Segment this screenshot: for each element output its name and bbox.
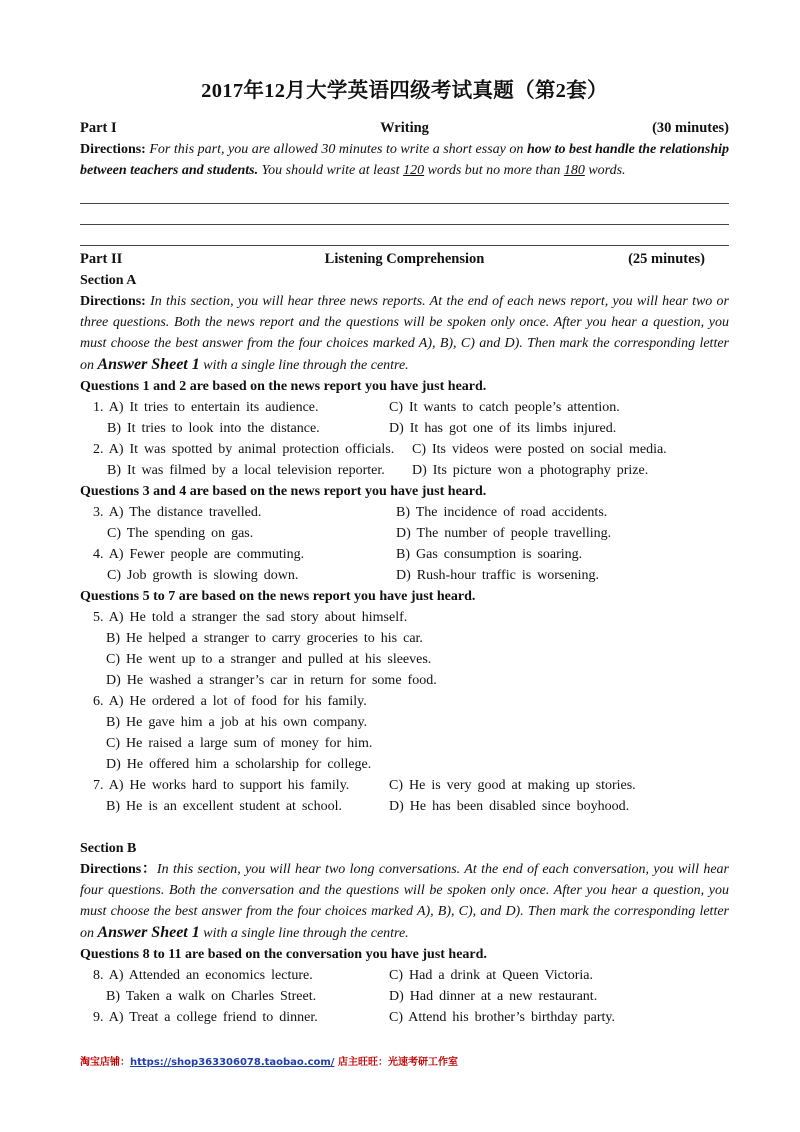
option-9a: 9. A) Treat a college friend to dinner. <box>93 1010 318 1025</box>
essay-topic: how to best handle the relationship between teachers and students. <box>80 142 729 178</box>
option-5c: C) He went up to a stranger and pulled at his sleeves. <box>106 652 432 667</box>
part2-name: Listening Comprehension <box>324 251 485 267</box>
question-2-row1 <box>80 439 729 460</box>
max-words: 180 <box>563 163 585 178</box>
option-4a: 4. A) Fewer people are commuting. <box>93 547 305 562</box>
section-a-directions <box>80 291 729 376</box>
question-3-row2 <box>80 523 729 544</box>
option-6a: 6. A) He ordered a lot of food for his family. <box>93 694 367 709</box>
option-3d: D) The number of people travelling. <box>396 526 612 541</box>
directions-label: Directions: <box>80 142 146 157</box>
option-4c: C) Job growth is slowing down. <box>107 568 299 583</box>
directions-text: You should write at least <box>258 163 404 178</box>
option-8a: 8. A) Attended an economics lecture. <box>93 968 313 983</box>
part2-label: Part II <box>80 251 123 267</box>
question-group-heading: Questions 3 and 4 are based on the news report you have just heard. <box>80 484 487 499</box>
directions-text: with a single line through the centre. <box>199 358 409 373</box>
option-2d: D) Its picture won a photography prize. <box>412 463 649 478</box>
option-2b: B) It was filmed by a local television reporter. <box>107 463 385 478</box>
option-1d: D) It has got one of its limbs injured. <box>389 421 617 436</box>
part1-time: (30 minutes) <box>652 120 729 136</box>
directions-text: In this section, you will hear two long conversations. At the end of each conversation, you will hear four questions. Both the conversation and the questions will be spoken only once. After you hear a question, you must choose the best answer from the four choices marked A), B), C), and D). Then mark the corresponding letter on <box>80 862 729 941</box>
exam-page <box>80 78 729 1028</box>
directions-label: Directions: <box>80 294 146 309</box>
option-4d: D) Rush-hour traffic is worsening. <box>396 568 599 583</box>
option-6c: C) He raised a large sum of money for him. <box>106 736 373 751</box>
option-7c: C) He is very good at making up stories. <box>389 778 636 793</box>
directions-text: words but no more than <box>424 163 564 178</box>
option-9c: C) Attend his brother’s birthday party. <box>389 1010 615 1025</box>
option-1a: 1. A) It tries to entertain its audience. <box>93 400 319 415</box>
part1-name: Writing <box>380 120 429 136</box>
part2-time: (25 minutes) <box>628 251 705 267</box>
question-4-row1 <box>80 544 729 565</box>
directions-text: In this section, you will hear three news reports. At the end of each news report, you will hear two or three questions. Both the news report and the questions will be spoken only once. After you hear a question, you must choose the best answer from the four choices marked A), B), C) and D). Then mark the corresponding letter on <box>80 294 729 373</box>
section-b-directions <box>80 859 729 944</box>
question-7-row2 <box>80 796 729 817</box>
option-3b: B) The incidence of road accidents. <box>396 505 608 520</box>
option-2c: C) Its videos were posted on social media. <box>412 442 667 457</box>
question-group-heading: Questions 8 to 11 are based on the conversation you have just heard. <box>80 947 487 962</box>
question-3-row1 <box>80 502 729 523</box>
question-4-row2 <box>80 565 729 586</box>
option-7a: 7. A) He works hard to support his family. <box>93 778 350 793</box>
shop-label: 淘宝店铺： <box>80 1057 130 1068</box>
part1-directions <box>80 139 729 181</box>
question-1-row2 <box>80 418 729 439</box>
directions-text: with a single line through the centre. <box>199 926 409 941</box>
option-3c: C) The spending on gas. <box>107 526 254 541</box>
option-4b: B) Gas consumption is soaring. <box>396 547 583 562</box>
option-2a: 2. A) It was spotted by animal protection officials. <box>93 442 395 457</box>
page-footer <box>80 1053 458 1068</box>
option-6d: D) He offered him a scholarship for college. <box>106 757 372 772</box>
option-8b: B) Taken a walk on Charles Street. <box>106 989 317 1004</box>
directions-text: For this part, you are allowed 30 minutes to write a short essay on <box>145 142 527 157</box>
question-8-row2 <box>80 986 729 1007</box>
answer-sheet-ref: Answer Sheet 1 <box>97 924 200 941</box>
part1-header <box>80 118 729 139</box>
section-a-label: Section A <box>80 273 137 288</box>
option-6b: B) He gave him a job at his own company. <box>106 715 368 730</box>
min-words: 120 <box>403 163 425 178</box>
option-5a: 5. A) He told a stranger the sad story about himself. <box>93 610 408 625</box>
directions-text: words. <box>584 163 626 178</box>
owner-label: 店主旺旺：光速考研工作室 <box>334 1057 458 1068</box>
question-2-row2 <box>80 460 729 481</box>
option-5b: B) He helped a stranger to carry groceries to his car. <box>106 631 423 646</box>
question-1-row1 <box>80 397 729 418</box>
part1-label: Part I <box>80 120 117 136</box>
option-8d: D) Had dinner at a new restaurant. <box>389 989 598 1004</box>
option-1b: B) It tries to look into the distance. <box>107 421 320 436</box>
question-8-row1 <box>80 965 729 986</box>
question-9-row1 <box>80 1007 729 1028</box>
option-8c: C) Had a drink at Queen Victoria. <box>389 968 594 983</box>
question-group-heading: Questions 1 and 2 are based on the news report you have just heard. <box>80 379 487 394</box>
option-7d: D) He has been disabled since boyhood. <box>389 799 630 814</box>
section-b-label: Section B <box>80 841 137 856</box>
answer-sheet-ref: Answer Sheet 1 <box>97 356 200 373</box>
option-1c: C) It wants to catch people’s attention. <box>389 400 620 415</box>
question-7-row1 <box>80 775 729 796</box>
option-7b: B) He is an excellent student at school. <box>106 799 342 814</box>
directions-label: Directions： <box>80 862 157 877</box>
part2-header <box>80 249 729 270</box>
shop-link[interactable]: https://shop363306078.taobao.com/ <box>130 1057 335 1068</box>
question-group-heading: Questions 5 to 7 are based on the news report you have just heard. <box>80 589 476 604</box>
option-3a: 3. A) The distance travelled. <box>93 505 262 520</box>
option-5d: D) He washed a stranger’s car in return for some food. <box>106 673 437 688</box>
page-title: 2017年12月大学英语四级考试真题（第2套） <box>201 80 608 102</box>
